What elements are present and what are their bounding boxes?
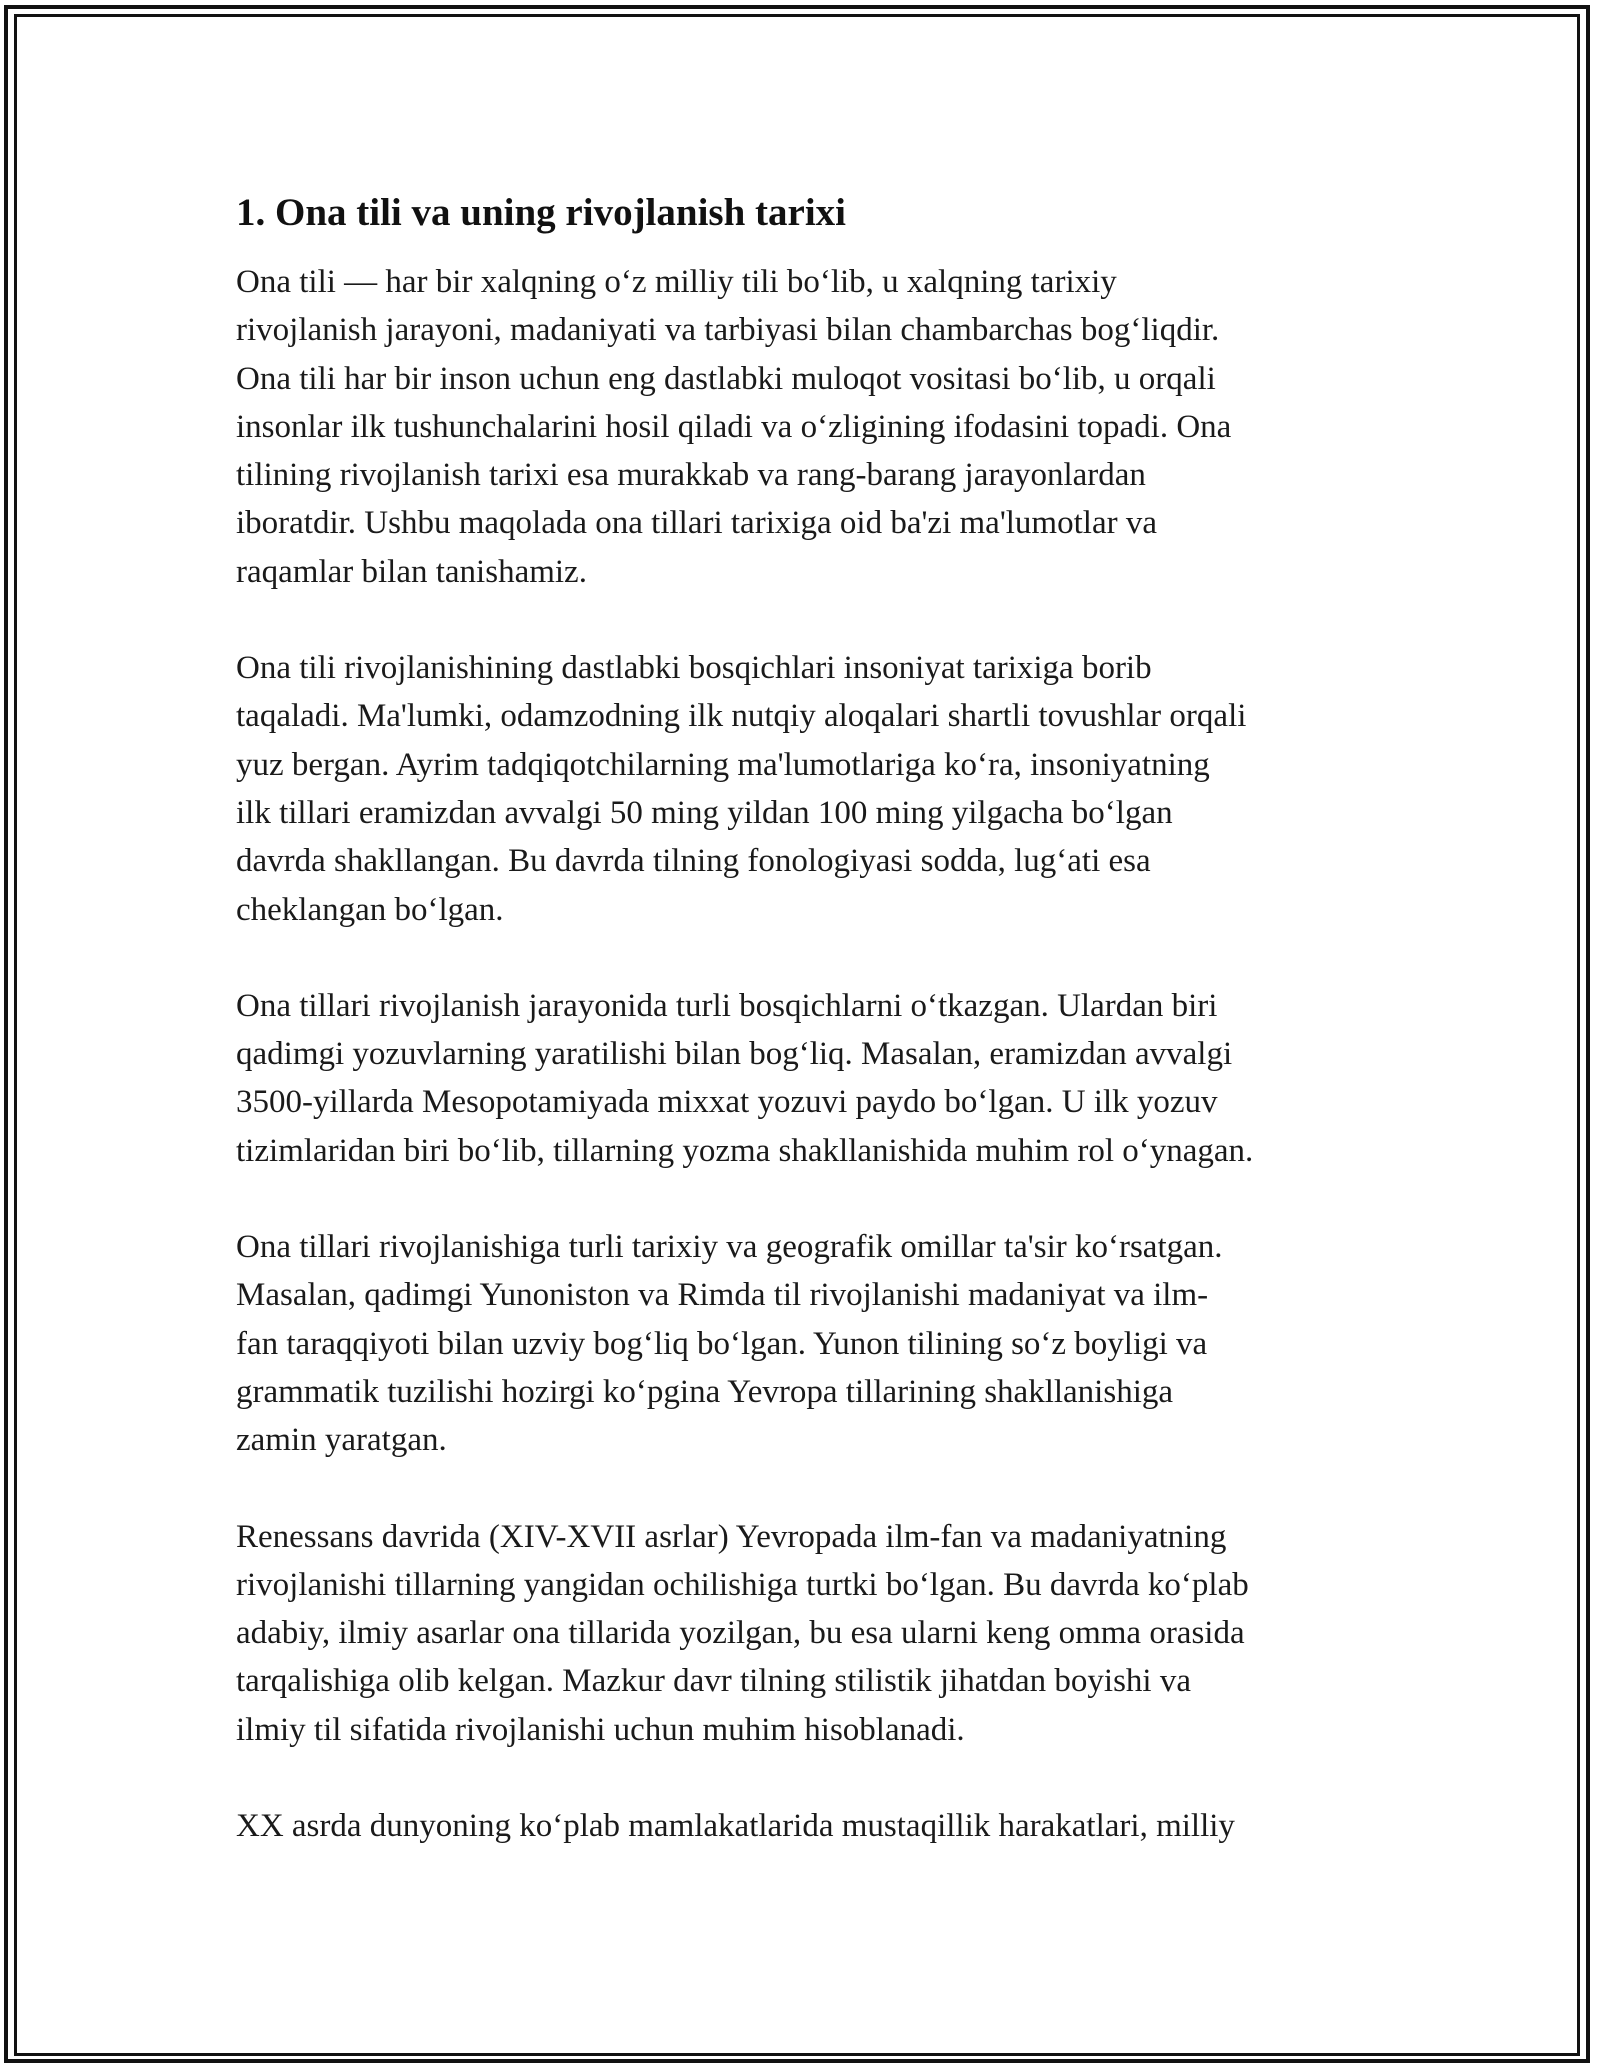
paragraph-line: davrda shakllangan. Bu davrda tilning fonologiyasi sodda, lugʻati esa <box>236 843 1151 880</box>
paragraph-line: Ona tillari rivojlanish jarayonida turli bosqichlarni oʻtkazgan. Ulardan biri <box>236 987 1218 1024</box>
paragraph-line: grammatik tuzilishi hozirgi koʻpgina Yevropa tillarining shakllanishiga <box>236 1373 1174 1410</box>
paragraph-line: iboratdir. Ushbu maqolada ona tillari tarixiga oid ba'zi ma'lumotlar va <box>236 505 1157 542</box>
paragraph-list <box>236 258 1376 1850</box>
paragraph-line: qadimgi yozuvlarning yaratilishi bilan bogʻliq. Masalan, eramizdan avvalgi <box>236 1036 1233 1073</box>
paragraph-line: tilining rivojlanish tarixi esa murakkab va rang-barang jarayonlardan <box>236 457 1146 494</box>
paragraph-line: ilmiy til sifatida rivojlanishi uchun muhim hisoblanadi. <box>236 1711 965 1748</box>
paragraph-line: 3500-yillarda Mesopotamiyada mixxat yozuvi paydo boʻlgan. U ilk yozuv <box>236 1084 1218 1121</box>
paragraph-line: XX asrda dunyoning koʻplab mamlakatlarida mustaqillik harakatlari, milliy <box>236 1808 1235 1845</box>
paragraph-line: Ona tillari rivojlanishiga turli tarixiy va geografik omillar ta'sir koʻrsatgan. <box>236 1229 1223 1266</box>
paragraph <box>236 1223 1376 1464</box>
paragraph-line: rivojlanishi tillarning yangidan ochilishiga turtki boʻlgan. Bu davrda koʻplab <box>236 1566 1249 1603</box>
paragraph-line: insonlar ilk tushunchalarini hosil qiladi va oʻzligining ifodasini topadi. Ona <box>236 408 1232 445</box>
paragraph-line: yuz bergan. Ayrim tadqiqotchilarning ma'lumotlariga koʻra, insoniyatning <box>236 746 1210 783</box>
paragraph <box>236 982 1376 1175</box>
paragraph-line: fan taraqqiyoti bilan uzviy bogʻliq boʻlgan. Yunon tilining soʻz boyligi va <box>236 1325 1208 1362</box>
paragraph-line: cheklangan boʻlgan. <box>236 891 504 928</box>
paragraph-line: taqaladi. Ma'lumki, odamzodning ilk nutqiy aloqalari shartli tovushlar orqali <box>236 698 1247 735</box>
paragraph-line: Ona tili — har bir xalqning oʻz milliy tili boʻlib, u xalqning tarixiy <box>236 264 1117 300</box>
paragraph <box>236 258 1376 596</box>
paragraph-line: zamin yaratgan. <box>236 1422 447 1459</box>
paragraph-line: tizimlaridan biri boʻlib, tillarning yozma shakllanishida muhim rol oʻynagan. <box>236 1132 1254 1169</box>
paragraph-line: Ona tili rivojlanishining dastlabki bosqichlari insoniyat tarixiga borib <box>236 650 1152 687</box>
paragraph-line: tarqalishiga olib kelgan. Mazkur davr tilning stilistik jihatdan boyishi va <box>236 1663 1192 1700</box>
paragraph <box>236 1513 1376 1754</box>
paragraph-line: raqamlar bilan tanishamiz. <box>236 553 587 590</box>
paragraph-line: ilk tillari eramizdan avvalgi 50 ming yildan 100 ming yilgacha boʻlgan <box>236 794 1173 831</box>
paragraph <box>236 1802 1376 1850</box>
document-body <box>236 188 1376 1898</box>
paragraph-line: Masalan, qadimgi Yunoniston va Rimda til rivojlanishi madaniyat va ilm- <box>236 1277 1209 1314</box>
paragraph <box>236 644 1376 934</box>
paragraph-line: Renessans davrida (XIV-XVII asrlar) Yevropada ilm-fan va madaniyatning <box>236 1518 1227 1555</box>
paragraph-line: Ona tili har bir inson uchun eng dastlabki muloqot vositasi boʻlib, u orqali <box>236 360 1216 397</box>
paragraph-line: rivojlanish jarayoni, madaniyati va tarbiyasi bilan chambarchas bogʻliqdir. <box>236 312 1220 349</box>
section-heading: 1. Ona tili va uning rivojlanish tarixi <box>236 191 847 234</box>
paragraph-line: adabiy, ilmiy asarlar ona tillarida yozilgan, bu esa ularni keng omma orasida <box>236 1615 1245 1652</box>
